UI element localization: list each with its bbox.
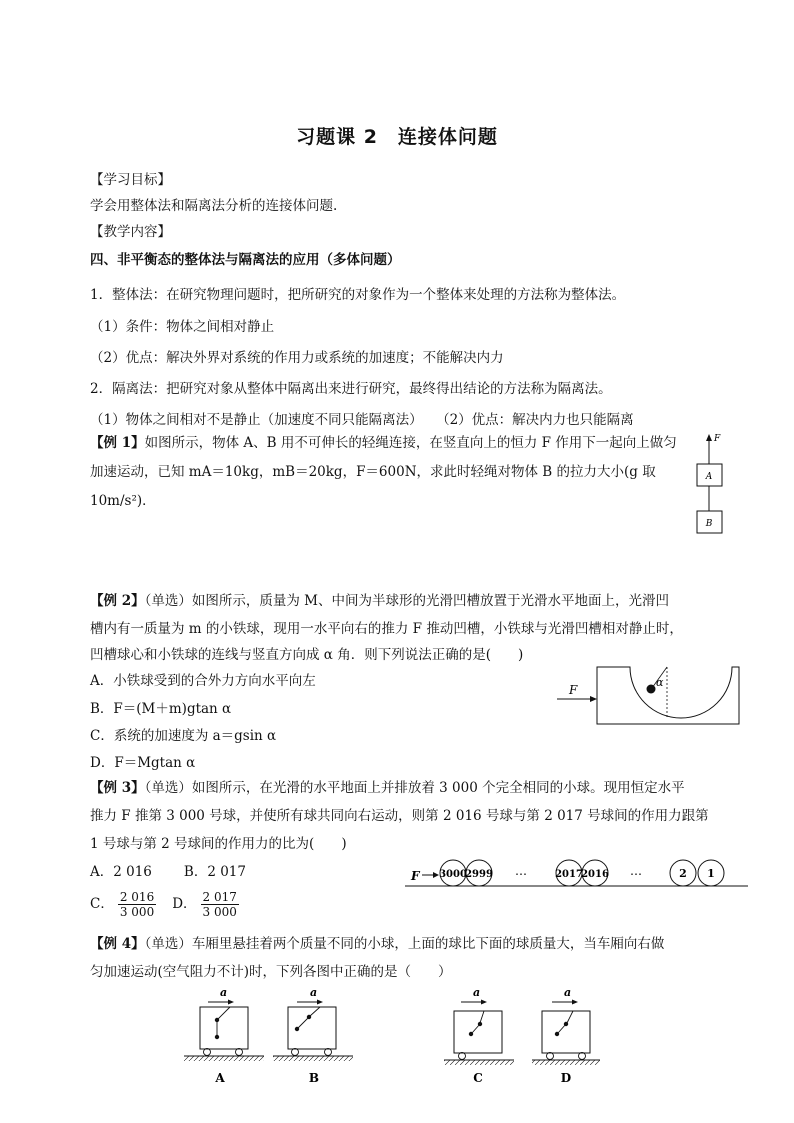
option-c-denominator: 3 000: [119, 905, 155, 919]
example2-line2: 槽内有一质量为 m 的小铁球，现用一水平向右的推力 F 推动凹槽，小铁球与光滑凹槽相对静止时，: [90, 621, 683, 637]
example1-label: 【例 1】: [90, 435, 145, 451]
example3-label: 【例 3】: [90, 780, 145, 796]
option-b-text: B．2 017: [183, 864, 246, 880]
example2-figure: [555, 662, 745, 728]
method-whole-advantage: （2）优点：解决外界对系统的作用力或系统的加速度；不能解决内力: [90, 350, 504, 366]
force-label: F: [411, 869, 420, 883]
example1-figure: [690, 428, 740, 540]
option-c-prefix: C．: [90, 896, 114, 912]
block-b-label: B: [705, 519, 713, 529]
example4-text1: （单选）车厢里悬挂着两个质量不同的小球，上面的球比下面的球质量大，当车厢向右做: [144, 936, 665, 952]
example3-line1: [90, 778, 685, 798]
option-d-denominator: 3 000: [202, 905, 237, 919]
example1-line3: 10m/s²)．: [90, 493, 156, 509]
option-c-numerator: 2 016: [119, 890, 155, 904]
accel-label-a: a: [220, 986, 228, 999]
cart-b: [273, 986, 353, 1085]
ball-2017-label: 2017: [555, 869, 583, 880]
cart-label-b: B: [308, 1071, 320, 1085]
example4-label: 【例 4】: [90, 936, 145, 952]
force-label: F: [569, 683, 578, 697]
example3-option-a: [90, 862, 246, 882]
example3-line2: 推力 F 推第 3 000 号球，并使所有球共同向右运动，则第 2 016 号球与第 2 017 号球间的作用力跟第: [90, 808, 709, 824]
accel-label-b: a: [310, 986, 318, 999]
angle-label: α: [656, 676, 664, 689]
ball-3000-label: 3000: [439, 869, 467, 880]
groove-block: [597, 667, 739, 724]
cart-label-d: D: [560, 1071, 572, 1085]
example2-option-b: B．F＝(M＋m)gtan α: [90, 701, 232, 717]
page-title: 习题课 2 连接体问题: [296, 126, 498, 148]
example2-option-c: C．系统的加速度为 a＝gsin α: [90, 728, 277, 744]
example3-option-cd: [90, 890, 243, 919]
ellipsis-2: …: [630, 864, 642, 878]
method-whole: 1．整体法：在研究物理问题时，把所研究的对象作为一个整体来处理的方法称为整体法。: [90, 287, 626, 303]
example4-line2: 匀加速运动(空气阻力不计)时，下列各图中正确的是（ ）: [90, 964, 452, 980]
option-d-fraction: [201, 890, 239, 919]
example3-figure: [405, 856, 750, 890]
option-c-fraction: [118, 890, 156, 919]
goal-text: 学会用整体法和隔离法分析的连接体问题.: [90, 198, 338, 214]
example2-line1: [90, 591, 669, 611]
cart-a: [184, 986, 264, 1085]
force-label: F: [714, 434, 721, 444]
ball-1-label: 1: [707, 867, 715, 880]
example2-option-d: D．F＝Mgtan α: [90, 755, 196, 771]
goal-header: 【学习目标】: [90, 172, 171, 188]
method-isolate-details: （1）物体之间相对不是静止（加速度不同只能隔离法） （2）优点：解决内力也只能隔离: [90, 412, 634, 428]
force-arrow: [590, 696, 597, 702]
ellipsis-1: …: [515, 864, 527, 878]
accel-label-c: a: [473, 986, 481, 999]
cart-label-a: A: [215, 1071, 225, 1085]
example4-figure: [180, 985, 600, 1090]
example2-line3: 凹槽球心和小铁球的连线与竖直方向成 α 角．则下列说法正确的是( ): [90, 647, 524, 663]
block-a-label: A: [705, 472, 713, 482]
example2-option-a: A．小铁球受到的合外力方向水平向左: [90, 673, 316, 689]
ball-2016-label: 2016: [581, 869, 609, 880]
method-isolate: 2．隔离法：把研究对象从整体中隔离出来进行研究，最终得出结论的方法称为隔离法。: [90, 381, 612, 397]
example2-text1: （单选）如图所示，质量为 M、中间为半球形的光滑凹槽放置于光滑水平地面上，光滑凹: [144, 593, 669, 609]
method-whole-condition: （1）条件：物体之间相对静止: [90, 319, 275, 335]
cart-label-c: C: [473, 1071, 483, 1085]
example2-label: 【例 2】: [90, 593, 145, 609]
example3-text1: （单选）如图所示，在光滑的水平地面上并排放着 3 000 个完全相同的小球。现用恒定水平: [144, 780, 685, 796]
part4-title: 四、非平衡态的整体法与隔离法的应用（多体问题）: [90, 252, 401, 268]
cart-d: [532, 986, 600, 1085]
ball-2999-label: 2999: [465, 869, 493, 880]
example1-line2: 加速运动，已知 mA＝10kg，mB＝20kg，F＝600N，求此时轻绳对物体 B 的拉力大小(g 取: [90, 464, 656, 480]
example1-text1: 如图所示，物体 A、B 用不可伸长的轻绳连接，在竖直向上的恒力 F 作用下一起向上做匀: [144, 435, 677, 451]
cart-c: [444, 986, 514, 1085]
option-d-numerator: 2 017: [202, 890, 237, 904]
example3-line3: 1 号球与第 2 号球间的作用力的比为( ): [90, 836, 347, 852]
accel-label-d: a: [564, 986, 572, 999]
example4-line1: [90, 934, 664, 954]
example1-line1: [90, 433, 677, 453]
content-header: 【教学内容】: [90, 224, 171, 240]
option-d-prefix: D．: [172, 896, 197, 912]
iron-ball: [647, 685, 656, 694]
option-a-text: A．2 016: [90, 864, 152, 880]
ball-2-label: 2: [679, 867, 687, 880]
